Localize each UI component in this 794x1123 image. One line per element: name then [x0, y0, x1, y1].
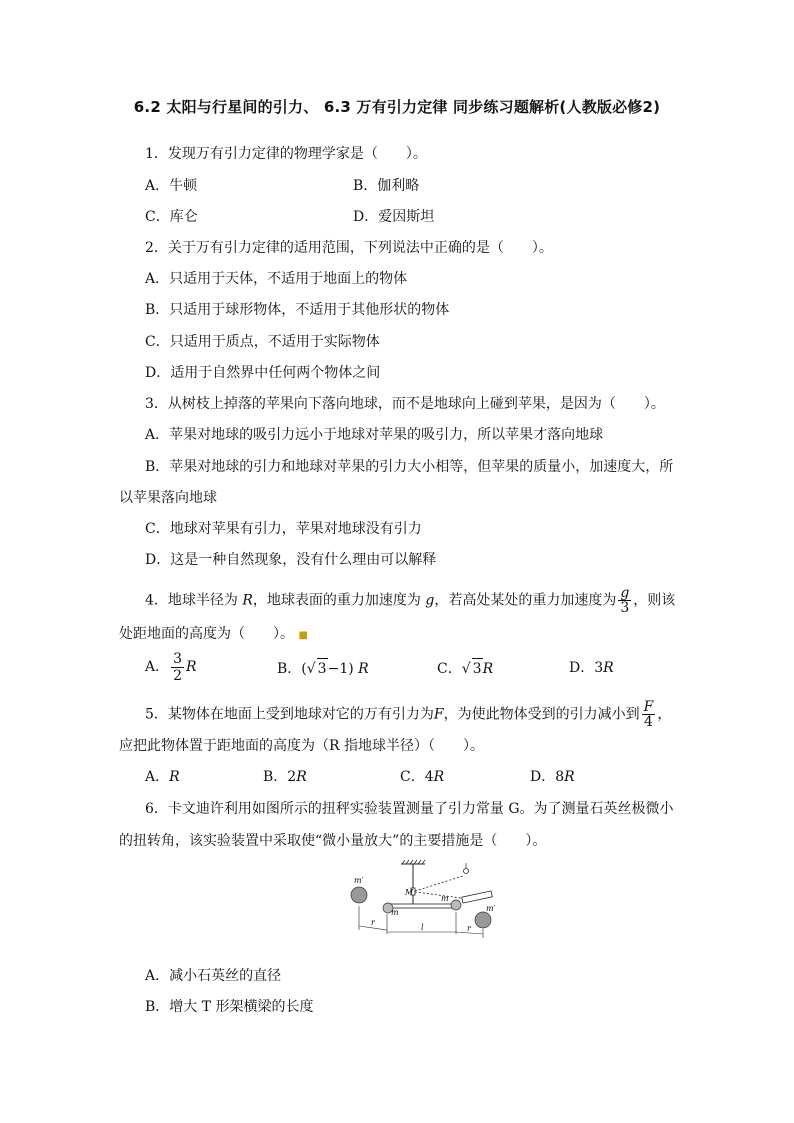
- question-5-option-b: B．2R: [263, 769, 307, 785]
- question-4-option-c: C．√ 3R: [437, 658, 493, 679]
- label-r-right: r: [467, 924, 471, 933]
- label-l: l: [421, 923, 424, 932]
- question-2-stem: 2．关于万有引力定律的适用范围，下列说法中正确的是（ ）。: [145, 240, 553, 256]
- question-4-option-d: D．3R: [569, 660, 614, 676]
- question-2-option-c: C．只适用于质点，不适用于实际物体: [145, 334, 380, 350]
- question-5-stem-continued: 应把此物体置于距地面的高度为（R 指地球半径）（ ）。: [119, 738, 484, 754]
- marker-dot: ■: [298, 630, 308, 641]
- fraction-f-over-4: $\frac{F}{4}$: [643, 699, 654, 730]
- question-2-option-a: A．只适用于天体，不适用于地面上的物体: [145, 271, 408, 287]
- large-ball-left: [351, 887, 367, 903]
- question-1-option-a: A．牛顿: [145, 178, 198, 194]
- question-1-option-d: D．爱因斯坦: [353, 209, 435, 225]
- scale-bar: [462, 891, 493, 903]
- question-2-option-b: B．只适用于球形物体，不适用于其他形状的物体: [145, 302, 450, 318]
- label-m-right: m: [441, 894, 449, 903]
- question-1-option-c: C．库仑: [145, 209, 198, 225]
- question-3-option-b: B．苹果对地球的引力和地球对苹果的引力大小相等，但苹果的质量小，加速度大，所: [145, 459, 674, 475]
- question-2-option-d: D．适用于自然界中任何两个物体之间: [145, 365, 381, 381]
- question-4-option-a: A． $\frac{3}{2}$ R: [145, 650, 197, 684]
- question-3-option-d: D．这是一种自然现象，没有什么理由可以解释: [145, 552, 437, 568]
- question-5-stem: 5．某物体在地面上受到地球对它的万有引力为F，为使此物体受到的引力减小到 $\frac{F}{4}$ ，: [145, 699, 672, 730]
- lamp-icon: [464, 869, 469, 874]
- question-6-option-b: B．增大 T 形架横梁的长度: [145, 999, 314, 1015]
- torsion-balance-diagram: [343, 858, 503, 948]
- light-beam-upper: [415, 876, 463, 891]
- question-3-stem: 3．从树枝上掉落的苹果向下落向地球，而不是地球向上碰到苹果，是因为（ ）。: [145, 396, 665, 412]
- light-beam-lower: [415, 892, 461, 898]
- question-6-stem: 6．卡文迪许利用如图所示的扭秤实验装置测量了引力常量 G。为了测量石英丝极微小: [145, 801, 674, 817]
- question-5-option-c: C．4R: [400, 769, 445, 785]
- question-6-option-a: A．减小石英丝的直径: [145, 968, 282, 984]
- question-4-option-b: B．(√ 3−1) R: [277, 658, 369, 679]
- label-m-prime-left: m′: [354, 876, 364, 885]
- fraction-g-over-3: $\frac{g}{3}$: [620, 585, 630, 616]
- question-3-option-b-continued: 以苹果落向地球: [119, 490, 217, 506]
- label-m-prime-right: m′: [486, 904, 496, 913]
- question-5-option-d: D．8R: [530, 769, 575, 785]
- t-frame-beam: [389, 904, 457, 908]
- question-4-stem-continued: 处距地面的高度为（ ）。 ■: [119, 626, 308, 642]
- question-1-option-b: B．伽利略: [353, 178, 420, 194]
- label-m-left: m: [391, 908, 399, 917]
- question-3-option-c: C．地球对苹果有引力，苹果对地球没有引力: [145, 521, 422, 537]
- label-r-left: r: [371, 918, 375, 927]
- label-M: M: [405, 888, 414, 897]
- ceiling-hatch: [402, 860, 425, 864]
- question-4-stem: 4．地球半径为 R，地球表面的重力加速度为 g，若高处某处的重力加速度为 $\frac{g}{3}$ ，则该: [145, 585, 676, 616]
- question-5-option-a: A．R: [145, 769, 180, 785]
- question-1-stem: 1．发现万有引力定律的物理学家是（ ）。: [145, 146, 427, 162]
- page-title: 6.2 太阳与行星间的引力、 6.3 万有引力定律 同步练习题解析(人教版必修2): [133, 98, 661, 116]
- small-ball-right: [451, 900, 461, 910]
- question-6-stem-continued: 的扭转角，该实验装置中采取使“微小量放大”的主要措施是（ ）。: [119, 833, 547, 849]
- large-ball-right: [475, 912, 491, 928]
- question-3-option-a: A．苹果对地球的吸引力远小于地球对苹果的吸引力，所以苹果才落向地球: [145, 427, 604, 443]
